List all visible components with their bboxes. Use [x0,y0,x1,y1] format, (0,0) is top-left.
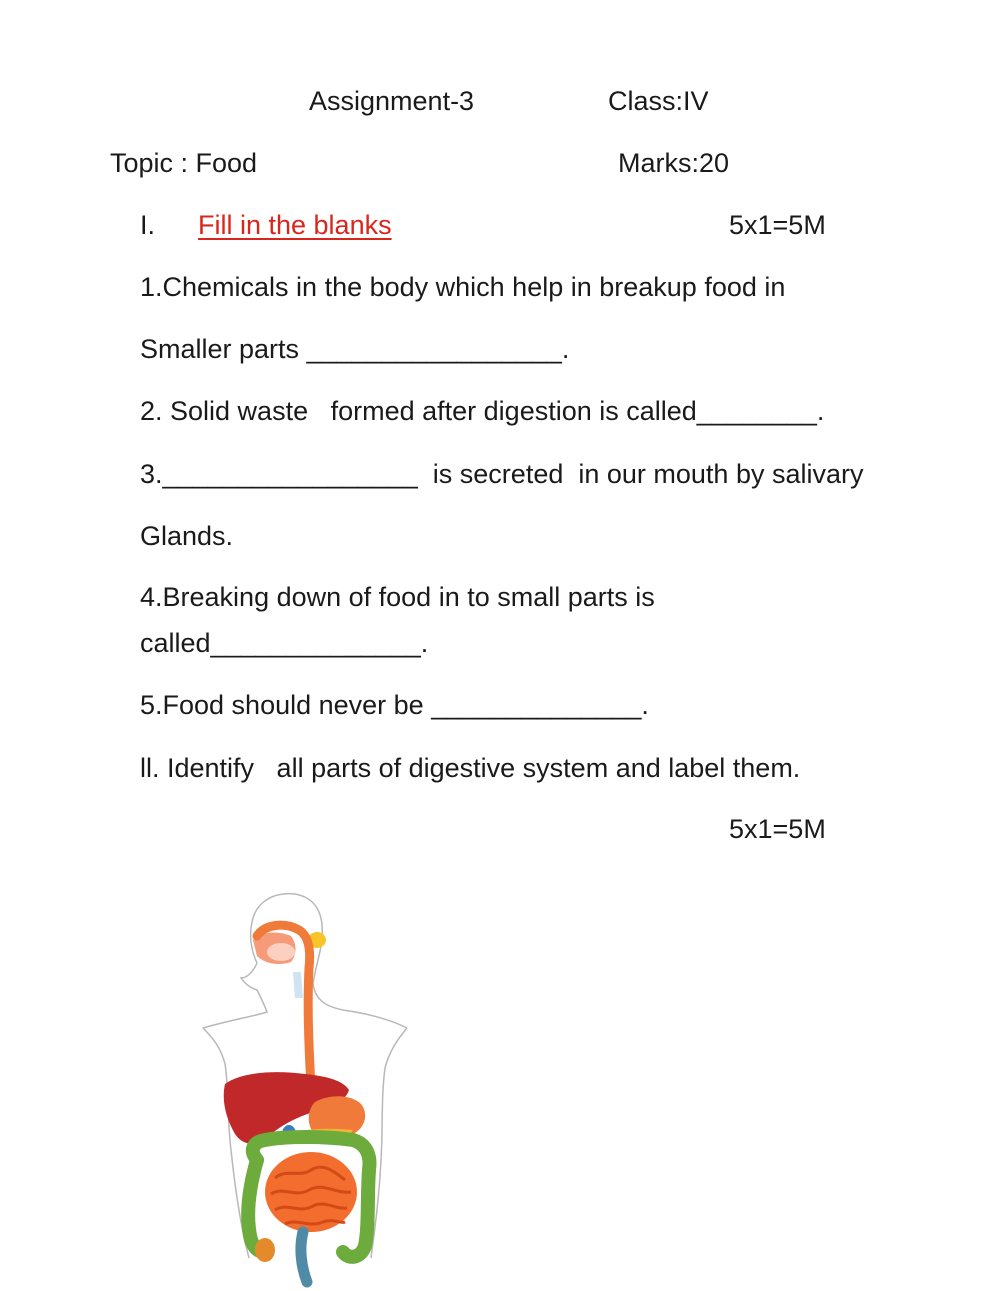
appendix [255,1238,275,1262]
rectum [301,1232,307,1282]
section-1-title: Fill in the blanks [198,210,392,240]
class-label: Class:IV [608,86,709,116]
section-2-instruction: ll. Identify all parts of digestive system and label them. [140,753,801,783]
question-3-line-2: Glands. [140,521,234,551]
question-5: 5.Food should never be ______________. [140,690,649,720]
digestive-system-diagram [195,888,415,1288]
section-1-numeral: I. [140,210,156,240]
assignment-title: Assignment-3 [309,86,475,116]
section-2-marks: 5x1=5M [729,814,826,844]
small-intestine [265,1152,357,1232]
question-3-line-1: 3._________________ is secreted in our mouth by salivary [140,459,864,489]
question-1-line-2: Smaller parts _________________. [140,334,570,364]
topic-label: Topic : Food [110,148,258,178]
question-4-line-1: 4.Breaking down of food in to small parts is [140,582,655,612]
question-2: 2. Solid waste formed after digestion is called________. [140,396,825,426]
question-4-line-2: called______________. [140,628,429,658]
trachea [293,972,303,998]
question-1-line-1: 1.Chemicals in the body which help in breakup food in [140,272,786,302]
marks-label: Marks:20 [618,148,730,178]
section-1-marks: 5x1=5M [729,210,826,240]
